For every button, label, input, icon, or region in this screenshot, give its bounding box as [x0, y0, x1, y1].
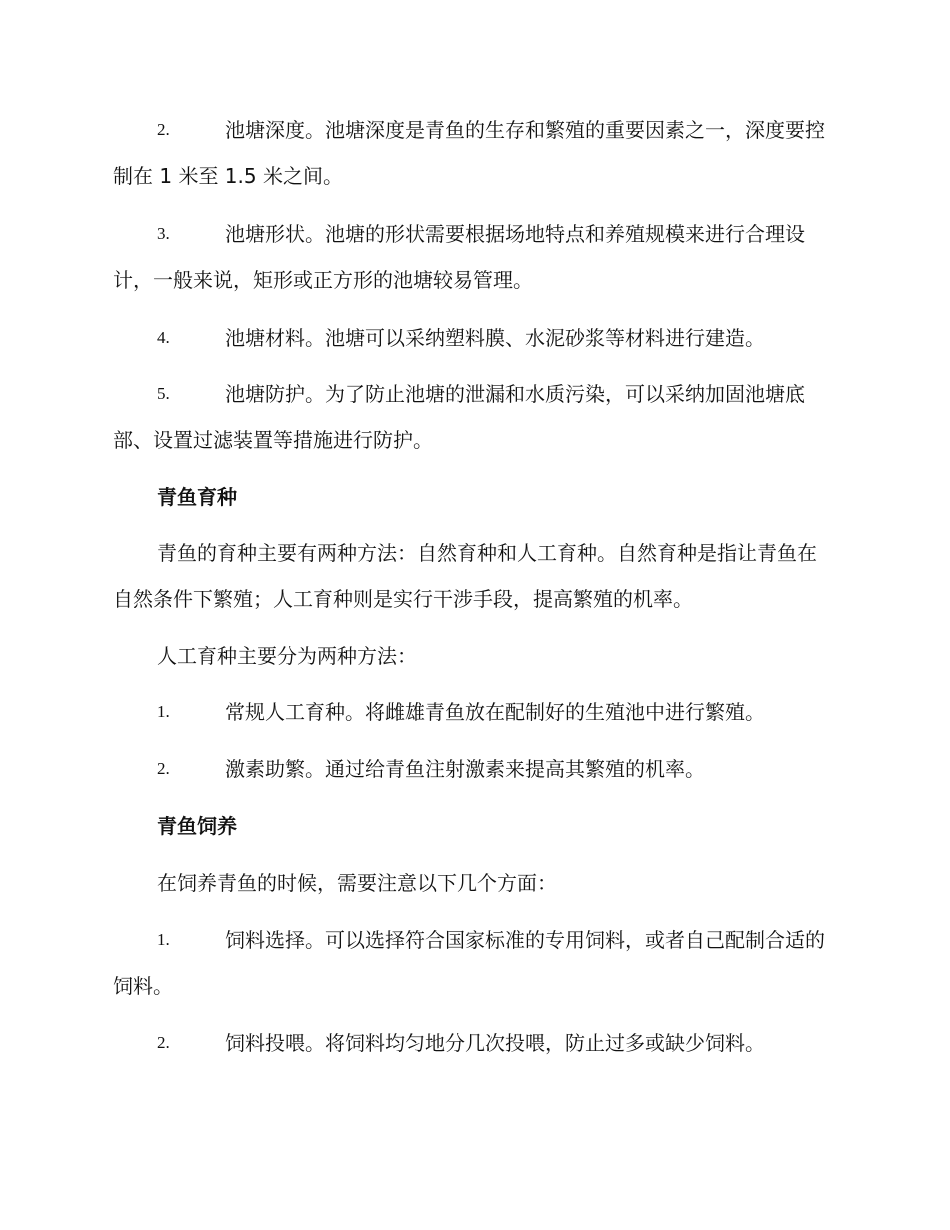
breeding-sub-intro-paragraph: 人工育种主要分为两种方法： — [157, 644, 417, 668]
list-text: 常规人工育种。将雌雄青鱼放在配制好的生殖池中进行繁殖。 — [225, 700, 765, 724]
list-number: 2. — [157, 759, 170, 778]
list-text: 池塘形状。池塘的形状需要根据场地特点和养殖规模来进行合理设计，一般来说，矩形或正方形的池塘较易管理。 — [113, 222, 805, 292]
list-text: 饲料选择。可以选择符合国家标准的专用饲料，或者自己配制合适的饲料。 — [113, 928, 825, 998]
list-text: 池塘深度。池塘深度是青鱼的生存和繁殖的重要因素之一，深度要控制在 1 米至 1.5 米之间。 — [113, 118, 825, 188]
feeding-list-item — [113, 1020, 833, 1066]
section-heading-feeding: 青鱼饲养 — [157, 814, 237, 838]
list-number: 1. — [157, 930, 170, 949]
breeding-list-item — [113, 746, 833, 792]
breeding-list-item — [113, 689, 833, 735]
feeding-list-item — [113, 917, 833, 1009]
feeding-intro-paragraph: 在饲养青鱼的时候，需要注意以下几个方面： — [157, 871, 557, 895]
list-number: 1. — [157, 702, 170, 721]
list-number: 4. — [157, 328, 170, 347]
pond-list-item — [113, 211, 833, 303]
pond-list-item — [113, 107, 833, 199]
pond-list-item — [113, 371, 833, 463]
list-text: 池塘材料。池塘可以采纳塑料膜、水泥砂浆等材料进行建造。 — [225, 326, 765, 350]
pond-list-item — [113, 315, 833, 361]
list-number: 5. — [157, 384, 170, 403]
list-number: 2. — [157, 120, 170, 139]
list-text: 激素助繁。通过给青鱼注射激素来提高其繁殖的机率。 — [225, 757, 705, 781]
list-text: 池塘防护。为了防止池塘的泄漏和水质污染，可以采纳加固池塘底部、设置过滤装置等措施进行防护。 — [113, 382, 805, 452]
breeding-intro-paragraph: 青鱼的育种主要有两种方法：自然育种和人工育种。自然育种是指让青鱼在自然条件下繁殖；人工育种则是实行干涉手段，提高繁殖的机率。 — [113, 541, 817, 611]
list-number: 2. — [157, 1033, 170, 1052]
list-text: 饲料投喂。将饲料均匀地分几次投喂，防止过多或缺少饲料。 — [225, 1031, 765, 1055]
list-number: 3. — [157, 224, 170, 243]
section-heading-breeding: 青鱼育种 — [157, 485, 237, 509]
